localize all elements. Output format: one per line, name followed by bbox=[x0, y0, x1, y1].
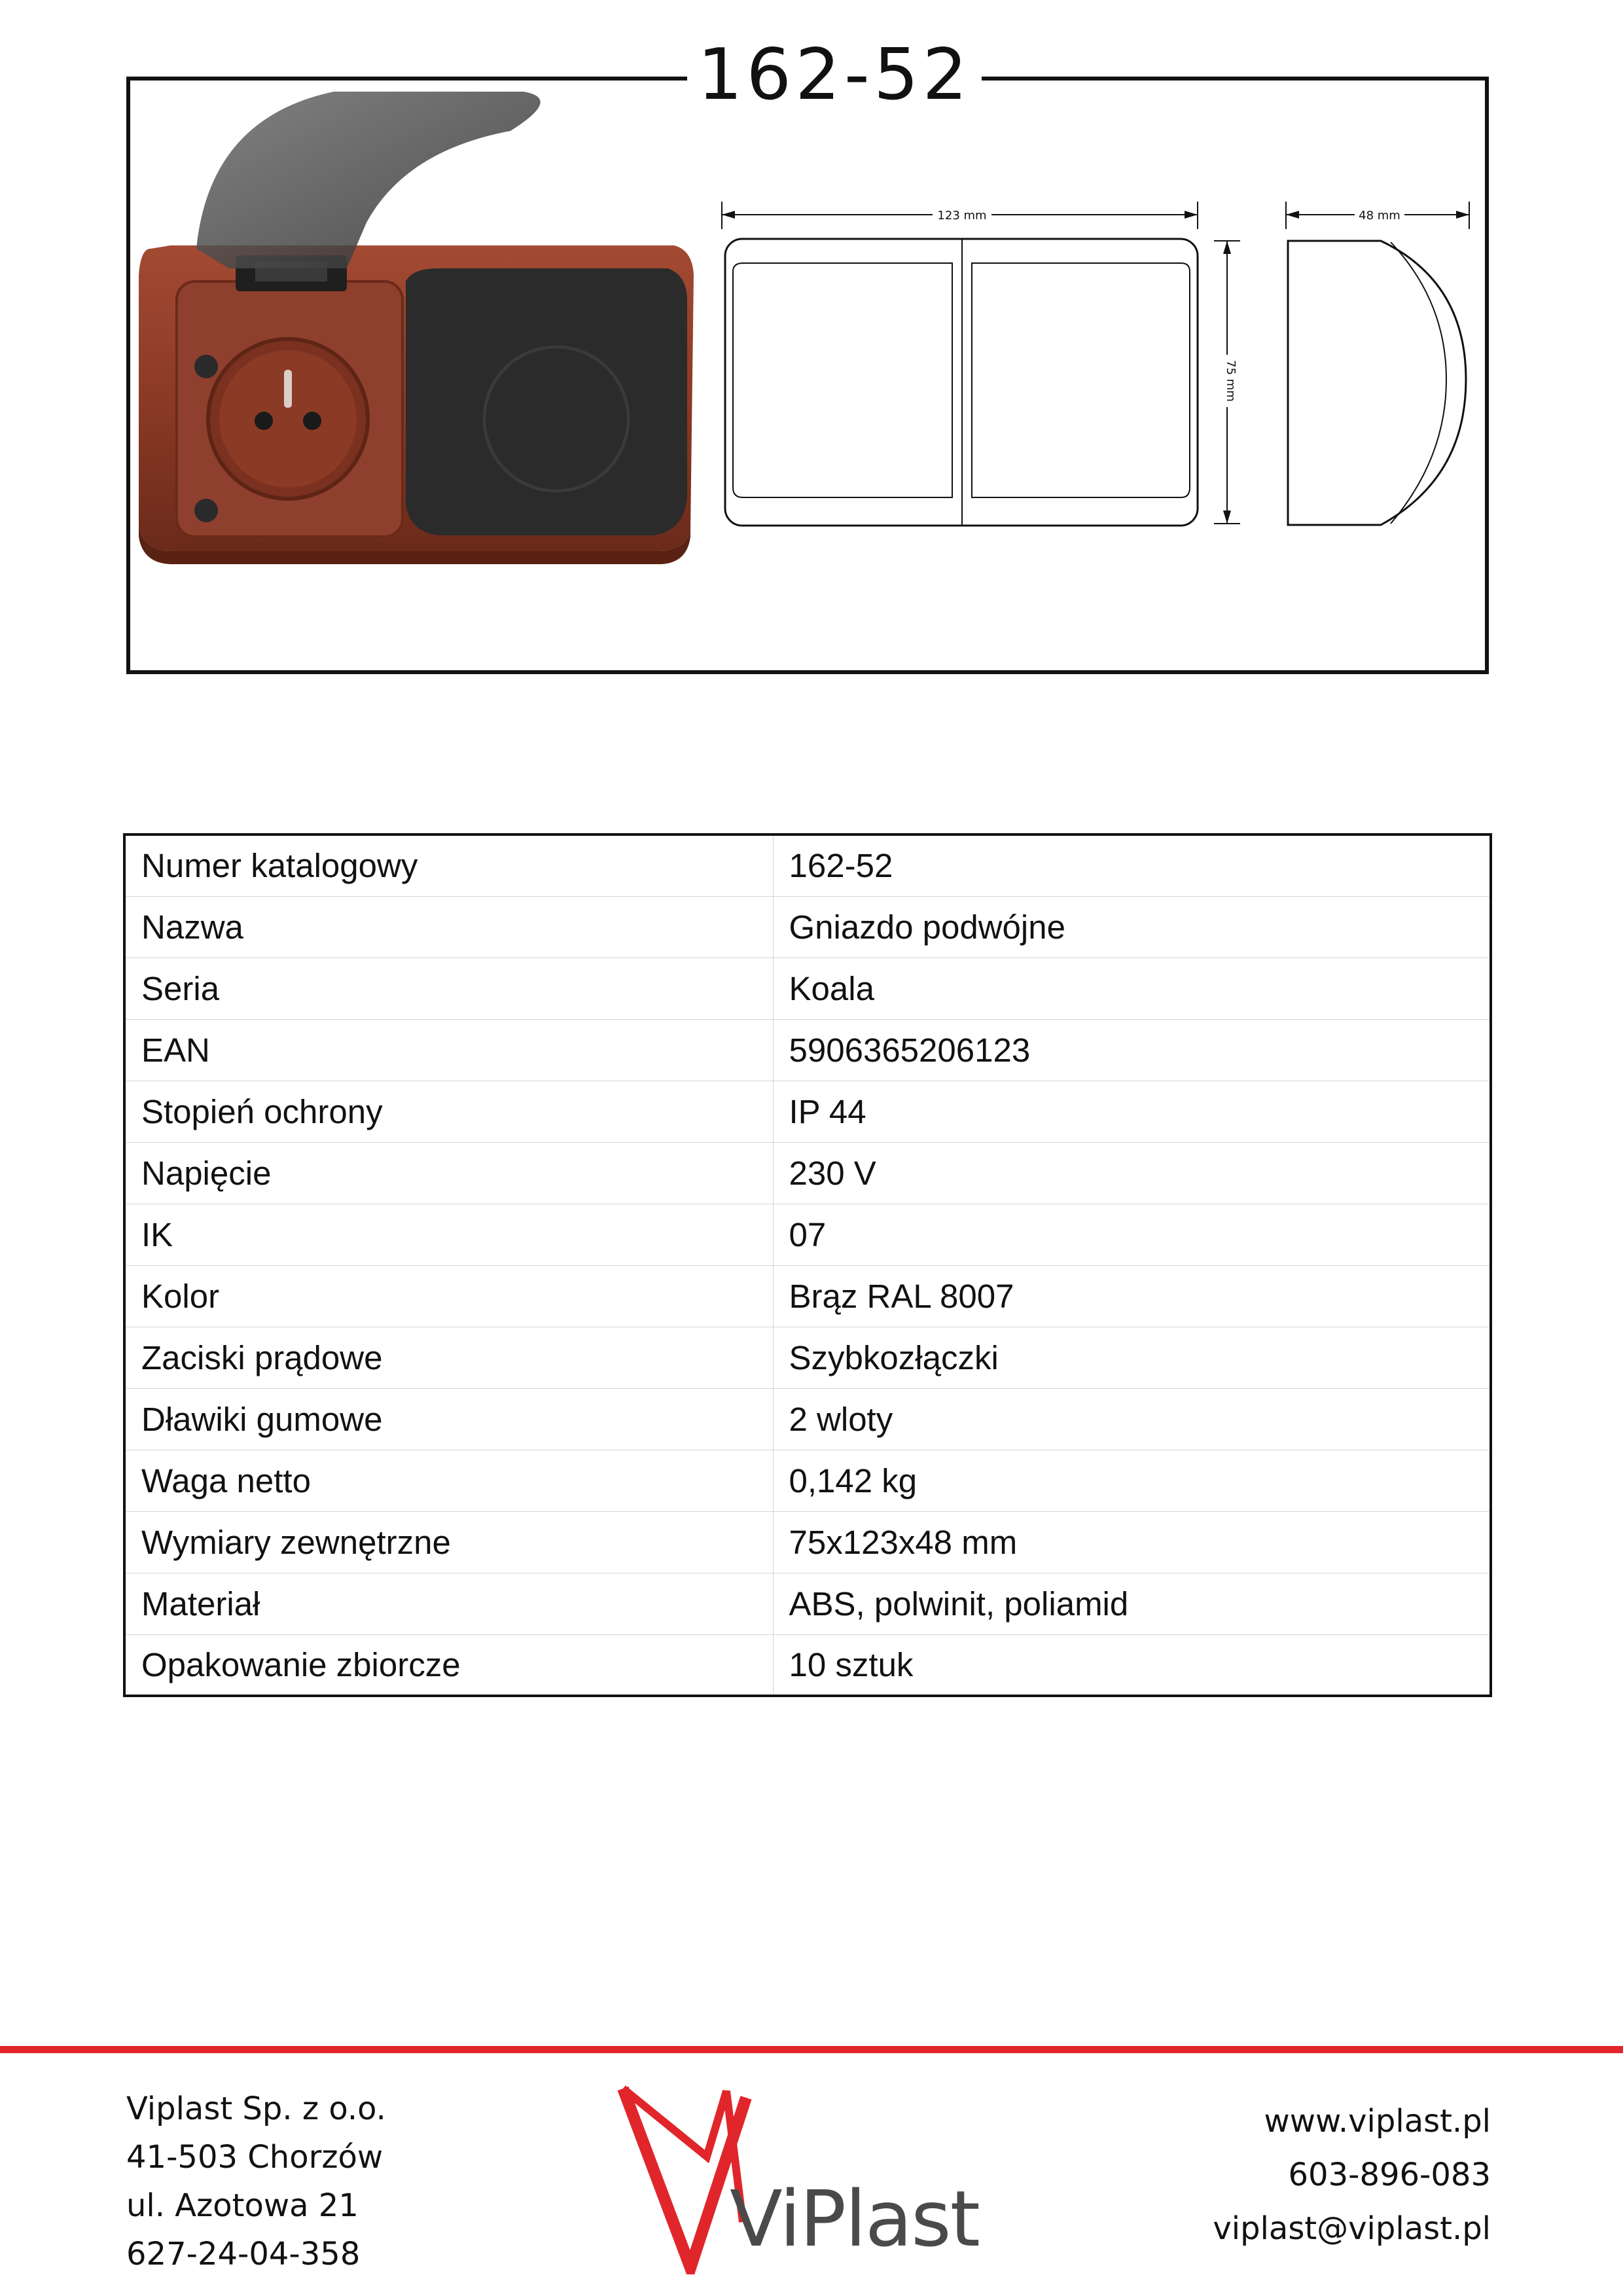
spec-value: Gniazdo podwójne bbox=[773, 896, 1491, 958]
website-link[interactable]: www.viplast.pl bbox=[1264, 2103, 1491, 2140]
spec-value: ABS, polwinit, poliamid bbox=[773, 1573, 1491, 1634]
spec-label: Numer katalogowy bbox=[124, 834, 773, 896]
footer-divider bbox=[0, 2046, 1623, 2053]
spec-label: Wymiary zewnętrzne bbox=[124, 1511, 773, 1573]
spec-label: Napięcie bbox=[124, 1142, 773, 1204]
spec-value: Brąz RAL 8007 bbox=[773, 1265, 1491, 1327]
spec-value: 75x123x48 mm bbox=[773, 1511, 1491, 1573]
spec-row bbox=[124, 834, 1491, 896]
spec-row bbox=[124, 1081, 1491, 1142]
spec-row bbox=[124, 1511, 1491, 1573]
spec-label: Seria bbox=[124, 958, 773, 1019]
spec-label: Nazwa bbox=[124, 896, 773, 958]
spec-row bbox=[124, 1450, 1491, 1511]
spec-row bbox=[124, 1634, 1491, 1696]
spec-value: 10 sztuk bbox=[789, 1645, 914, 1683]
height-dimension-label: 75 mm bbox=[1224, 360, 1238, 402]
spec-label: Waga netto bbox=[124, 1450, 773, 1511]
spec-label: Dławiki gumowe bbox=[124, 1388, 773, 1450]
spec-value: 07 bbox=[773, 1204, 1491, 1265]
spec-row bbox=[124, 1204, 1491, 1265]
spec-label: Zaciski prądowe bbox=[124, 1327, 773, 1388]
product-photo bbox=[131, 79, 713, 615]
spec-label: EAN bbox=[124, 1019, 773, 1081]
spec-label: Stopień ochrony bbox=[124, 1081, 773, 1142]
spec-value: 2 wloty bbox=[773, 1388, 1491, 1450]
contact-info bbox=[1213, 2094, 1491, 2255]
spec-label: Opakowanie zbiorcze bbox=[124, 1634, 773, 1696]
company-name: Viplast Sp. z o.o. bbox=[126, 2090, 386, 2127]
email-link[interactable]: viplast@viplast.pl bbox=[1213, 2210, 1491, 2247]
width-dimension-label: 123 mm bbox=[937, 209, 987, 223]
spec-row bbox=[124, 958, 1491, 1019]
spec-row bbox=[124, 1265, 1491, 1327]
spec-row bbox=[124, 1327, 1491, 1388]
spec-row bbox=[124, 1142, 1491, 1204]
spec-row bbox=[124, 1388, 1491, 1450]
spec-row bbox=[124, 896, 1491, 958]
spec-value: Szybkozłączki bbox=[773, 1327, 1491, 1388]
spec-label: IK bbox=[124, 1204, 773, 1265]
spec-value: 0,142 kg bbox=[773, 1450, 1491, 1511]
spec-table bbox=[123, 833, 1492, 1697]
company-city: 41-503 Chorzów bbox=[126, 2139, 383, 2176]
company-nip: 627-24-04-358 bbox=[126, 2236, 361, 2272]
spec-row bbox=[124, 1573, 1491, 1634]
model-title: 162-52 bbox=[687, 29, 982, 121]
depth-dimension-label: 48 mm bbox=[1359, 209, 1400, 223]
spec-value: 230 V bbox=[773, 1142, 1491, 1204]
spec-value: Koala bbox=[773, 958, 1491, 1019]
phone-number: 603-896-083 bbox=[1288, 2157, 1491, 2193]
spec-value: IP 44 bbox=[773, 1081, 1491, 1142]
company-street: ul. Azotowa 21 bbox=[126, 2187, 359, 2224]
spec-label: Kolor bbox=[124, 1265, 773, 1327]
company-address bbox=[126, 2085, 386, 2278]
spec-value: 5906365206123 bbox=[773, 1019, 1491, 1081]
logo-wordmark: ViPlast bbox=[730, 2174, 979, 2264]
spec-row bbox=[124, 1019, 1491, 1081]
technical-drawing bbox=[707, 183, 1479, 550]
spec-label: Materiał bbox=[124, 1573, 773, 1634]
spec-value: 162-52 bbox=[773, 834, 1491, 896]
